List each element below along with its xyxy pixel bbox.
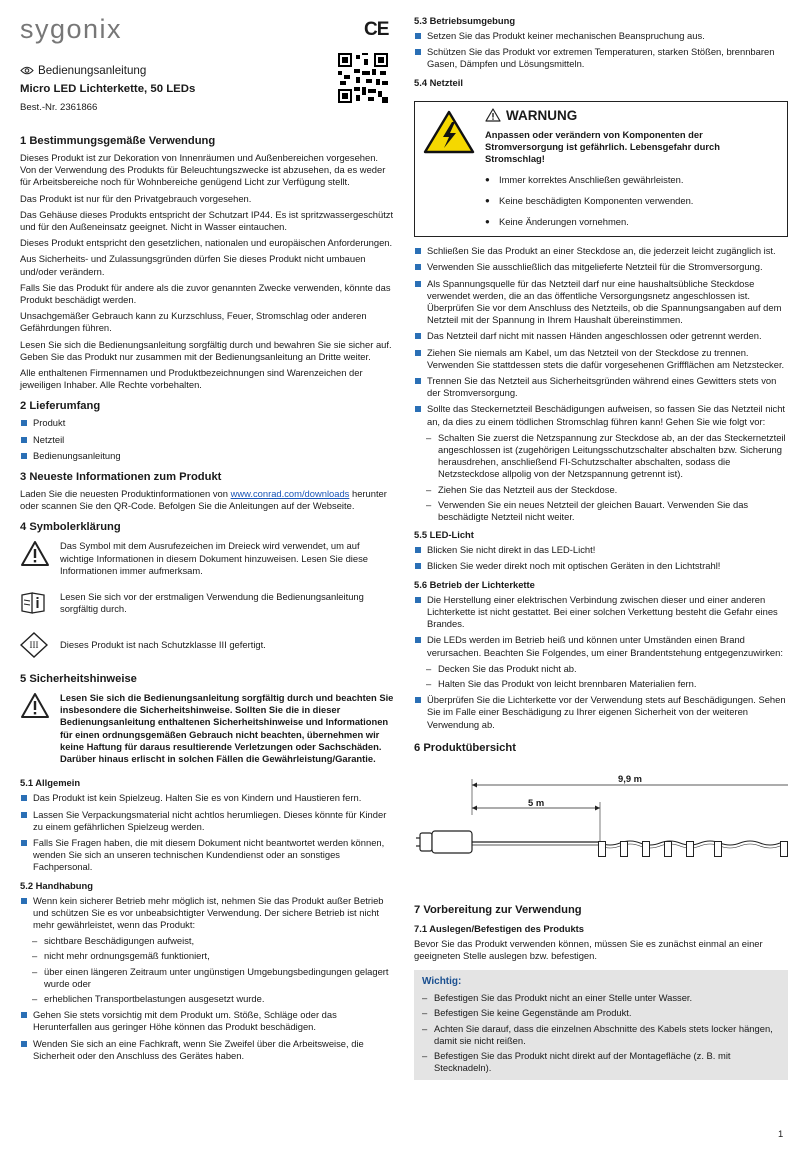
list-item: Netzteil (20, 434, 396, 446)
section-5-6-title: 5.6 Betrieb der Lichterkette (414, 578, 535, 590)
warning-triangle-icon (20, 692, 50, 719)
symbol-text-manual: Lesen Sie sich vor der erstmaligen Verwendung die Bedienungsanleitung sorgfältig durch. (60, 591, 364, 615)
paragraph: Dieses Produkt entspricht den gesetzlichen, nationalen und europäischen Anforderungen. (20, 237, 393, 249)
class-3-label: III (29, 640, 39, 651)
list-item: Ziehen Sie niemals am Kabel, um das Netzteil von der Steckdose zu trennen. Verwenden Sie stattdessen stets die dafür vorgesehenen Griffflächen am Netzstecker. (414, 347, 788, 371)
paragraph: Falls Sie das Produkt für andere als die zuvor genannten Zwecke verwenden, könnte das Produkt beschädigt werden. (20, 281, 391, 306)
list-item: Verwenden Sie ausschließlich das mitgelieferte Netzteil für die Stromversorgung. (414, 261, 788, 273)
left-column (20, 0, 396, 1066)
header (20, 0, 396, 56)
list-item: Als Spannungsquelle für das Netzteil darf nur eine haushaltsübliche Steckdose verwendet werden, die an das öffentliche Versorgungsnetz angeschlossen ist. Überprüfen Sie vor dem Anschluss des Netzteils, ob die Spannungsangaben auf dem Netzteil mit der Spannung in Ihrem Haushalt übereinstimmen. (414, 278, 788, 327)
led-light (686, 841, 694, 857)
list-item: – Schalten Sie zuerst die Netzspannung zur Steckdose ab, an der das Steckernetzteil angeschlossen ist (zugehörigen Leitungsschutzschalter abschalten bzw. Sicherung herausdrehen, anschließend FI-Schutzschalter abschalten, sodass die Netzsteckdose allpolig von der Netzspannung getrennt ist). (414, 432, 788, 481)
list-item: Produkt (20, 417, 396, 429)
downloads-link[interactable]: www.conrad.com/downloads (230, 488, 350, 500)
list-item: Blicken Sie nicht direkt in das LED-Licht! (414, 544, 788, 556)
symbol-row-class3 (20, 632, 396, 658)
handling-sublist (20, 935, 396, 1005)
order-number: Best.-Nr. 2361866 (20, 102, 98, 113)
list-item: Wenden Sie sich an eine Fachkraft, wenn Sie Zweifel über die Arbeitsweise, die Sicherheit oder den Anschluss des Gerätes haben. (20, 1038, 396, 1062)
list-item: – erheblichen Transportbelastungen ausgesetzt wurde. (20, 993, 396, 1005)
section-5-title: 5 Sicherheitshinweise (20, 673, 137, 686)
manual-info-icon (20, 591, 46, 615)
brand-logo: sygonix (20, 14, 123, 44)
section-4-title: 4 Symbolerklärung (20, 521, 121, 534)
important-list (422, 992, 780, 1074)
list-item: – Befestigen Sie das Produkt nicht direkt auf der Montagefläche (z. B. mit Stecknadeln). (422, 1050, 780, 1074)
warning-triangle-icon (485, 108, 501, 122)
list-item: Lassen Sie Verpackungsmaterial nicht achtlos herumliegen. Dieses könnte für Kinder zu einem gefährlichen Spielzeug werden. (20, 809, 396, 833)
symbol-text-class3: Dieses Produkt ist nach Schutzklasse III gefertigt. (60, 638, 266, 650)
psu-list (414, 245, 788, 428)
qr-code-icon (338, 53, 388, 103)
section-5-4-title: 5.4 Netzteil (414, 76, 463, 88)
important-title: Wichtig: (422, 976, 462, 988)
safety-intro (20, 692, 396, 769)
list-item: Blicken Sie weder direkt noch mit optischen Geräten in den Lichtstrahl! (414, 560, 788, 572)
section-5-5-title: 5.5 LED-Licht (414, 529, 474, 541)
paragraph: Das Produkt ist nur für den Privatgebrauch vorgesehen. (20, 192, 252, 204)
list-item: – Decken Sie das Produkt nicht ab. (414, 663, 788, 675)
section-7-text: Bevor Sie das Produkt verwenden können, müssen Sie es zunächst einmal an einer geeigneten Stelle auslegen bzw. befestigen. (414, 937, 763, 961)
list-item: Schützen Sie das Produkt vor extremen Temperaturen, starken Stößen, brennbaren Gasen, Dämpfen und Lösungsmitteln. (414, 46, 788, 70)
list-item: Schließen Sie das Produkt an einer Steckdose an, die jederzeit leicht zugänglich ist. (414, 245, 788, 257)
psu-sublist (414, 432, 788, 523)
led-light (620, 841, 628, 857)
led-light (642, 841, 650, 857)
list-item: Gehen Sie stets vorsichtig mit dem Produkt um. Stöße, Schläge oder das Herunterfallen aus geringer Höhe können das Produkt beschädigen. (20, 1009, 396, 1033)
list-item: – Ziehen Sie das Netzteil aus der Steckdose. (414, 484, 788, 496)
ce-mark: CE (364, 19, 389, 40)
list-item: Das Netzteil darf nicht mit nassen Händen angeschlossen oder getrennt werden. (414, 330, 788, 342)
list-item: Bedienungsanleitung (20, 450, 396, 462)
right-column (414, 0, 788, 1080)
title-block (20, 56, 396, 124)
operation-list (414, 594, 788, 659)
product-diagram (414, 755, 788, 895)
list-item: – Befestigen Sie das Produkt nicht an einer Stelle unter Wasser. (422, 992, 780, 1004)
symbol-row-warning (20, 540, 396, 581)
environment-list (414, 30, 788, 71)
section-5-2-title: 5.2 Handhabung (20, 879, 93, 891)
list-item: Die Herstellung einer elektrischen Verbindung zwischen dieser und einer anderen Lichterkette ist nicht gestattet. Bei einer solchen Verkettung besteht die Gefahr eines Brandes. (414, 594, 788, 631)
section-7-1-title: 7.1 Auslegen/Befestigen des Produkts (414, 922, 585, 934)
warning-item: ● Keine Änderungen vornehmen. (485, 216, 779, 228)
section-3-title: 3 Neueste Informationen zum Produkt (20, 471, 222, 484)
delivery-list (20, 417, 396, 462)
section-3-text: Laden Sie die neuesten Produktinformationen von www.conrad.com/downloads herunter oder scannen Sie den QR-Code. Befolgen Sie die Anleitungen auf der Webseite. (20, 488, 387, 512)
section-2-title: 2 Lieferumfang (20, 400, 101, 413)
section-5-1-title: 5.1 Allgemein (20, 777, 81, 789)
product-title: Micro LED Lichterkette, 50 LEDs (20, 83, 196, 95)
warning-item: ● Keine beschädigten Komponenten verwenden. (485, 195, 779, 207)
eye-icon (20, 66, 34, 75)
list-item: – Halten Sie das Produkt von leicht brennbaren Materialien fern. (414, 678, 788, 690)
led-list (414, 544, 788, 572)
list-item: – Befestigen Sie keine Gegenstände am Produkt. (422, 1007, 780, 1019)
list-item: Falls Sie Fragen haben, die mit diesem Dokument nicht beantwortet werden können, wenden Sie sich an unseren technischen Kundendienst oder an sonstiges Fachpersonal. (20, 837, 396, 874)
list-item: – sichtbare Beschädigungen aufweist, (20, 935, 396, 947)
list-item: Setzen Sie das Produkt keiner mechanischen Beanspruchung aus. (414, 30, 788, 42)
paragraph: Alle enthaltenen Firmennamen und Produktbezeichnungen sind Warenzeichen der jeweiligen Inhaber. Alle Rechte vorbehalten. (20, 367, 363, 391)
electric-hazard-icon (423, 110, 475, 154)
paragraph: Unsachgemäßer Gebrauch kann zu Kurzschluss, Feuer, Stromschlag oder anderen Gefährdungen führen. (20, 310, 367, 334)
operation-list-rest (414, 694, 788, 731)
handling-list (20, 895, 396, 932)
section-6-title: 6 Produktübersicht (414, 741, 516, 754)
page-number: 1 (778, 1128, 784, 1139)
paragraph: Dieses Produkt ist zur Dekoration von Innenräumen und Außenbereichen vorgesehen. Von der Verwendung des Produkts für Beleuchtungszwecke ist abzusehen, da es weder für Arbeitsbereiche noch für Wohnbereiche genügend Licht zur Verfügung stellt. (20, 152, 386, 188)
list-item: – nicht mehr ordnungsgemäß funktioniert, (20, 950, 396, 962)
list-item: – über einen längeren Zeitraum unter ungünstigen Umgebungsbedingungen gelagert wurde oder (20, 966, 396, 990)
safety-intro-text: Lesen Sie sich die Bedienungsanleitung sorgfältig durch und beachten Sie insbesondere die Sicherheitshinweise. Sollten Sie die in dieser Bedienungsanleitung enthaltenen Sicherheitshinweise und Informationen für einen ordnungsgemäßen Gebrauch nicht beachten, übernehmen wir keine Haftung für daraus resultierende Verletzungen oder Sachschäden. Darüber hinaus erlischt in solchen Fällen die Gewährleistung/Garantie. (60, 692, 394, 765)
symbol-text-warning: Das Symbol mit dem Ausrufezeichen im Dreieck wird verwendet, um auf wichtige Informationen in diesem Dokument hinzuweisen. Lesen Sie diese Informationen immer aufmerksam. (60, 540, 368, 576)
symbol-row-manual (20, 591, 396, 620)
handling-list-rest (20, 1009, 396, 1062)
warning-item: ● Immer korrektes Anschließen gewährleisten. (485, 174, 779, 186)
section-5-3-title: 5.3 Betriebsumgebung (414, 15, 516, 26)
list-item: Überprüfen Sie die Lichterkette vor der Verwendung stets auf Beschädigungen. Sehen Sie im Falle einer Beschädigung zu Ihrer eigenen Sicherheit von der weiteren Verwendung ab. (414, 694, 788, 731)
paragraph: Lesen Sie sich die Bedienungsanleitung sorgfältig durch und bewahren Sie sie sicher auf. Geben Sie das Produkt nur zusammen mit der Bedienungsanleitung an Dritte weiter. (20, 338, 392, 362)
paragraph: Das Gehäuse dieses Produkts entspricht der Schutzart IP44. Es ist spritzwassergeschützt und für den Außeneinsatz geeignet. Nicht in Wasser eintauchen. (20, 208, 394, 233)
important-box (414, 970, 788, 1080)
general-list (20, 792, 396, 873)
list-item: Das Produkt ist kein Spielzeug. Halten Sie es von Kindern und Haustieren fern. (20, 792, 396, 804)
list-item: Trennen Sie das Netzteil aus Sicherheitsgründen während eines Gewitters stets von der Stromversorgung. (414, 375, 788, 399)
led-light (780, 841, 788, 857)
list-item: – Achten Sie darauf, dass die einzelnen Abschnitte des Kabels stets locker hängen, damit sie nicht reißen. (422, 1023, 780, 1047)
warning-text: Anpassen oder verändern von Komponenten der Stromversorgung ist gefährlich. Lebensgefahr durch Stromschlag! (485, 128, 720, 165)
dimension-lead: 5 m (528, 796, 545, 808)
section-7-title: 7 Vorbereitung zur Verwendung (414, 903, 582, 916)
list-item: – Verwenden Sie ein neues Netzteil der gleichen Bauart. Verwenden Sie das beschädigte Netzteil nicht weiter. (414, 499, 788, 523)
warning-title: WARNUNG (506, 107, 578, 123)
warning-box (414, 101, 788, 238)
warning-triangle-icon (20, 540, 50, 567)
list-item: Wenn kein sicherer Betrieb mehr möglich ist, nehmen Sie das Produkt außer Betrieb und schützen Sie es vor unbeabsichtigter Verwendung. Der sichere Betrieb ist nicht mehr gewährleistet, wenn das Produkt: (20, 895, 396, 932)
list-item: Die LEDs werden im Betrieb heiß und können unter Umständen einen Brand verursachen. Beachten Sie Folgendes, um einer Brandentstehung entgegenzuwirken: (414, 634, 788, 658)
list-item: Sollte das Steckernetzteil Beschädigungen aufweisen, so fassen Sie das Netzteil nicht an, da dies zu einem tödlichen Stromschlag führen kann! Gehen Sie wie folgt vor: (414, 403, 788, 427)
section-1-title: 1 Bestimmungsgemäße Verwendung (20, 135, 216, 147)
paragraph: Aus Sicherheits- und Zulassungsgründen dürfen Sie dieses Produkt nicht umbauen und/oder verändern. (20, 253, 366, 277)
led-light (598, 841, 606, 857)
dimension-total: 9,9 m (618, 772, 642, 784)
led-light (714, 841, 722, 857)
light-chain-diagram (414, 755, 788, 895)
section-1-body (20, 152, 396, 391)
manual-label: Bedienungsanleitung (38, 64, 147, 77)
led-light (664, 841, 672, 857)
operation-sublist (414, 663, 788, 690)
